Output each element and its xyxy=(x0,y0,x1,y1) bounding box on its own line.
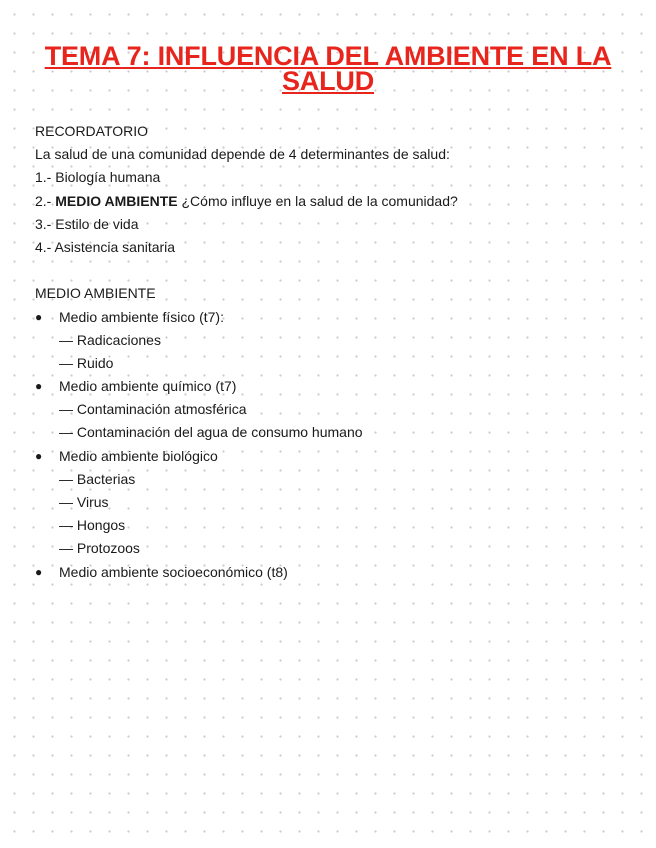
sub-item xyxy=(35,491,635,514)
bullet-text: Medio ambiente físico (t7): xyxy=(59,308,224,325)
bullet-item xyxy=(35,561,635,584)
bullet-text: Medio ambiente biológico xyxy=(59,447,218,464)
item-text: ¿Cómo influye en la salud de la comunidad? xyxy=(181,192,458,209)
dash-icon: — xyxy=(59,494,73,510)
sub-item-text: Contaminación atmosférica xyxy=(76,401,247,418)
section-spacer xyxy=(35,259,635,282)
determinant-item xyxy=(35,166,635,189)
bullet-item xyxy=(35,375,635,398)
dash-icon: — xyxy=(59,517,73,534)
sub-item xyxy=(35,537,635,560)
dash-icon: — xyxy=(59,331,73,348)
recordatorio-intro: La salud de una comunidad depende de 4 determinantes de salud: xyxy=(35,146,450,163)
sub-item-text: Virus xyxy=(76,494,109,510)
item-bold-text: MEDIO AMBIENTE xyxy=(55,192,178,209)
dash-icon: — xyxy=(59,424,73,441)
item-number: 3.- xyxy=(35,215,52,232)
item-text: Asistencia sanitaria xyxy=(54,238,176,255)
bullet-text: Medio ambiente socioeconómico (t8) xyxy=(59,563,288,580)
sub-item xyxy=(35,398,635,421)
dash-icon: — xyxy=(59,540,73,557)
bullet-icon: ● xyxy=(35,309,43,324)
recordatorio-heading: RECORDATORIO xyxy=(35,123,149,139)
dash-icon: — xyxy=(59,470,73,487)
sub-item xyxy=(35,352,635,375)
item-text: Estilo de vida xyxy=(55,215,139,232)
dash-icon: — xyxy=(59,354,73,371)
sub-item xyxy=(35,514,635,537)
sub-item xyxy=(35,329,635,352)
sub-item-text: Bacterias xyxy=(76,470,136,487)
page-title: TEMA 7: INFLUENCIA DEL AMBIENTE EN LA SALUD xyxy=(44,41,612,96)
determinant-item xyxy=(35,236,635,259)
item-number: 4.- xyxy=(35,238,52,255)
bullet-icon: ● xyxy=(35,379,43,394)
sub-item-text: Protozoos xyxy=(76,540,140,557)
item-text: Biología humana xyxy=(55,169,161,186)
note-body xyxy=(35,120,635,584)
dash-icon: — xyxy=(59,401,73,418)
sub-item xyxy=(35,468,635,491)
bullet-text: Medio ambiente químico (t7) xyxy=(59,378,237,395)
sub-item xyxy=(35,421,635,444)
sub-item-text: Contaminación del agua de consumo humano xyxy=(76,424,363,441)
sub-item-text: Radicaciones xyxy=(76,331,161,348)
bullet-item xyxy=(35,306,635,329)
bullet-icon: ● xyxy=(35,448,43,463)
bullet-icon: ● xyxy=(35,564,43,579)
medio-ambiente-heading: MEDIO AMBIENTE xyxy=(35,285,156,302)
determinant-item xyxy=(35,190,635,213)
bullet-item xyxy=(35,445,635,468)
sub-item-text: Hongos xyxy=(76,517,126,534)
determinant-item xyxy=(35,213,635,236)
item-number: 1.- xyxy=(35,169,52,186)
sub-item-text: Ruido xyxy=(76,354,114,371)
item-number: 2.- xyxy=(35,192,52,209)
